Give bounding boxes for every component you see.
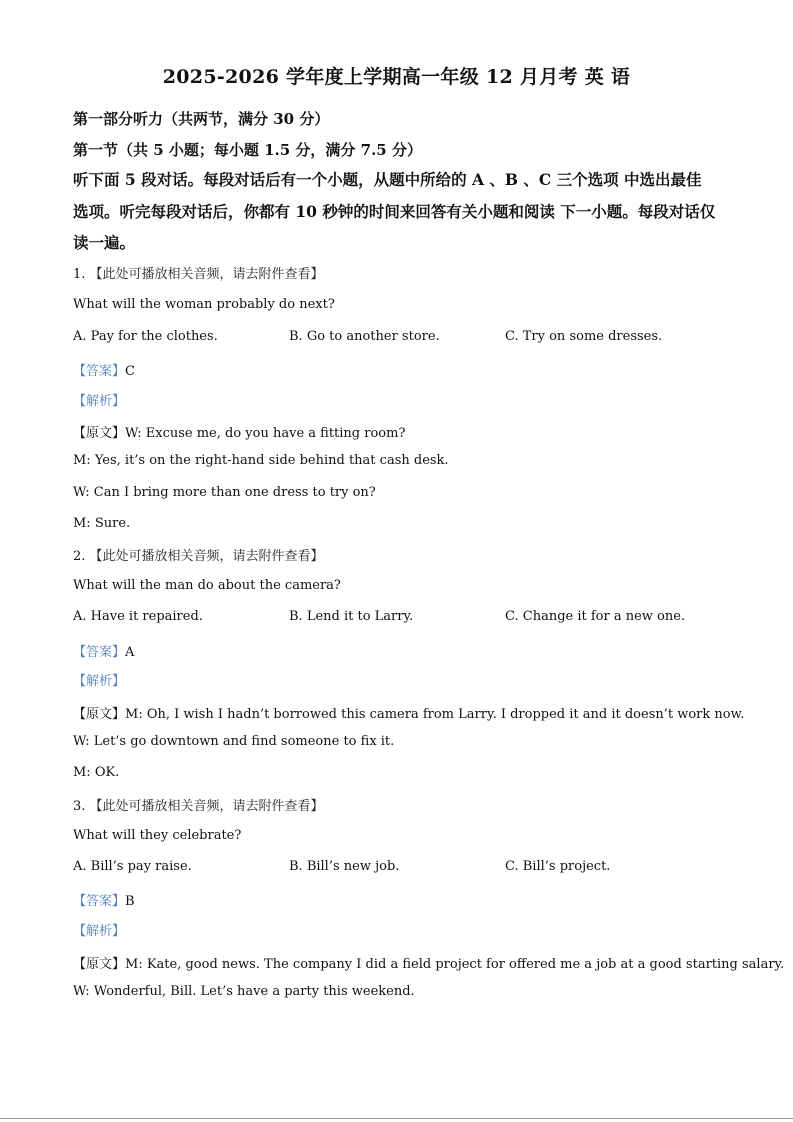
analysis-label: 【解析】	[73, 674, 126, 689]
transcript-line: M: Sure.	[73, 516, 131, 531]
question-text: What will the woman probably do next?	[73, 297, 335, 312]
transcript-line: W: Let’s go downtown and find someone to fix it.	[73, 734, 395, 749]
transcript-line	[73, 703, 744, 722]
analysis-label: 【解析】	[73, 924, 126, 939]
audio-note: 【此处可播放相关音频，请去附件查看】	[89, 267, 324, 282]
question-number: 2.	[73, 549, 86, 564]
question-header	[73, 263, 324, 282]
option-b: B. Bill’s new job.	[289, 859, 400, 874]
audio-note: 【此处可播放相关音频，请去附件查看】	[89, 799, 324, 814]
original-label: 【原文】	[73, 707, 126, 722]
answer-line	[73, 641, 134, 660]
instruction-line: 听下面 5 段对话。每段对话后有一个小题，从题中所给的 A 、B 、C 三个选项 中选出最佳	[73, 170, 702, 189]
transcript-line: M: Yes, it’s on the right-hand side behind that cash desk.	[73, 453, 449, 468]
original-label: 【原文】	[73, 426, 126, 441]
transcript-text: M: Kate, good news. The company I did a field project for offered me a job at a good starting salary.	[125, 957, 785, 972]
instruction-line: 选项。听完每段对话后，你都有 10 秒钟的时间来回答有关小题和阅读 下一小题。每段对话仅	[73, 202, 716, 221]
transcript-line: M: OK.	[73, 765, 120, 780]
option-c: C. Bill’s project.	[505, 859, 611, 874]
transcript-text: M: Oh, I wish I hadn’t borrowed this camera from Larry. I dropped it and it doesn’t work now.	[125, 707, 745, 722]
part-heading: 第一部分听力（共两节，满分 30 分）	[73, 110, 330, 128]
transcript-line: W: Can I bring more than one dress to try on?	[73, 485, 376, 500]
page-title: 2025-2026 学年度上学期高一年级 12 月月考 英 语	[162, 66, 631, 88]
answer-label: 【答案】	[73, 894, 126, 909]
answer-line	[73, 360, 135, 379]
transcript-text: W: Excuse me, do you have a fitting room?	[125, 426, 406, 441]
question-number: 1.	[73, 267, 86, 282]
section-heading: 第一节（共 5 小题；每小题 1.5 分，满分 7.5 分）	[73, 141, 422, 159]
answer-value: C	[125, 364, 135, 379]
question-text: What will the man do about the camera?	[73, 578, 341, 593]
option-c: C. Try on some dresses.	[505, 329, 663, 344]
transcript-line	[73, 422, 405, 441]
transcript-line	[73, 953, 784, 972]
answer-value: A	[125, 645, 135, 660]
question-header	[73, 545, 324, 564]
answer-value: B	[125, 894, 135, 909]
transcript-line: W: Wonderful, Bill. Let’s have a party this weekend.	[73, 984, 415, 999]
question-text: What will they celebrate?	[73, 828, 242, 843]
audio-note: 【此处可播放相关音频，请去附件查看】	[89, 549, 324, 564]
analysis-label: 【解析】	[73, 394, 126, 409]
option-c: C. Change it for a new one.	[505, 609, 686, 624]
original-label: 【原文】	[73, 957, 126, 972]
answer-line	[73, 890, 135, 909]
option-a: A. Have it repaired.	[73, 609, 203, 624]
option-a: A. Pay for the clothes.	[73, 329, 218, 344]
option-b: B. Go to another store.	[289, 329, 440, 344]
option-a: A. Bill’s pay raise.	[73, 859, 192, 874]
page-bottom-divider	[0, 1118, 793, 1119]
answer-label: 【答案】	[73, 645, 126, 660]
instruction-line: 读一遍。	[73, 233, 136, 252]
question-header	[73, 795, 324, 814]
answer-label: 【答案】	[73, 364, 126, 379]
question-number: 3.	[73, 799, 86, 814]
option-b: B. Lend it to Larry.	[289, 609, 414, 624]
